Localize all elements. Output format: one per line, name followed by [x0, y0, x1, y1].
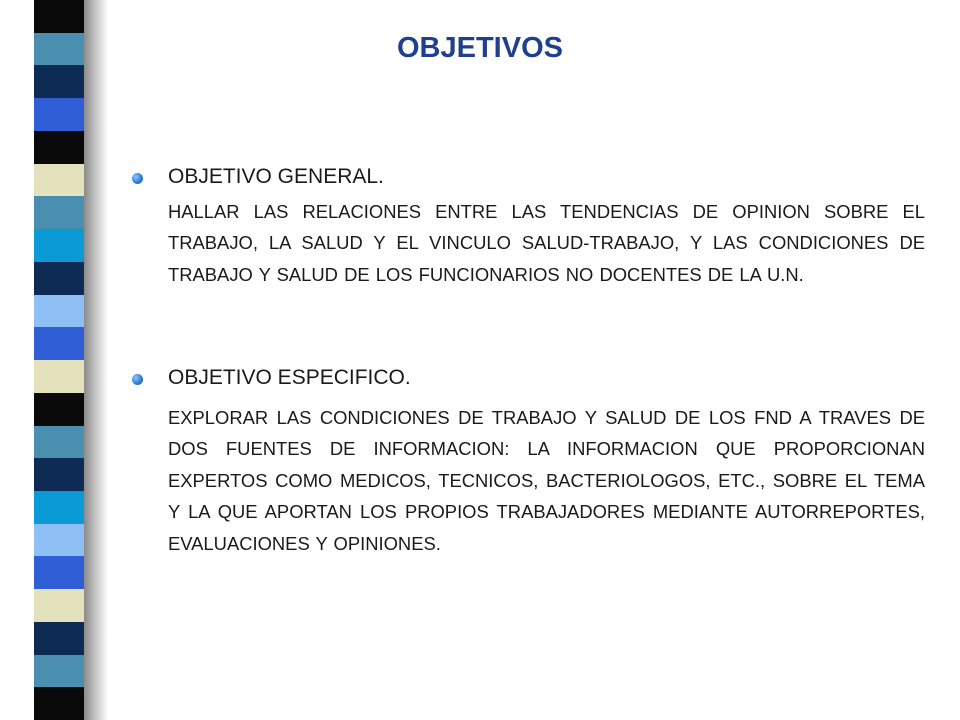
section-body: HALLAR LAS RELACIONES ENTRE LAS TENDENCIAS DE OPINION SOBRE EL TRABAJO, LA SALUD Y EL VINCULO SALUD-TRABAJO, Y LAS CONDICIONES DE TRABAJO Y SALUD DE LOS FUNCIONARIOS NO DOCENTES DE LA U.N.: [168, 201, 925, 285]
section-heading: OBJETIVO ESPECIFICO.: [168, 366, 411, 389]
section-body: EXPLORAR LAS CONDICIONES DE TRABAJO Y SALUD DE LOS FND A TRAVES DE DOS FUENTES DE INFORMACION: LA INFORMACION QUE PROPORCIONAN EXPERTOS COMO MEDICOS, TECNICOS, BACTERIOLOGOS, ETC., SOBRE EL TEMA Y LA QUE APORTAN LOS PROPIOS TRABAJADORES MEDIANTE AUTORREPORTES, EVALUACIONES Y OPINIONES.: [168, 407, 925, 554]
bullet-icon: [132, 173, 143, 184]
slide-title: OBJETIVOS: [397, 32, 563, 64]
section-heading: OBJETIVO GENERAL.: [168, 165, 384, 188]
bullet-icon: [132, 374, 143, 385]
